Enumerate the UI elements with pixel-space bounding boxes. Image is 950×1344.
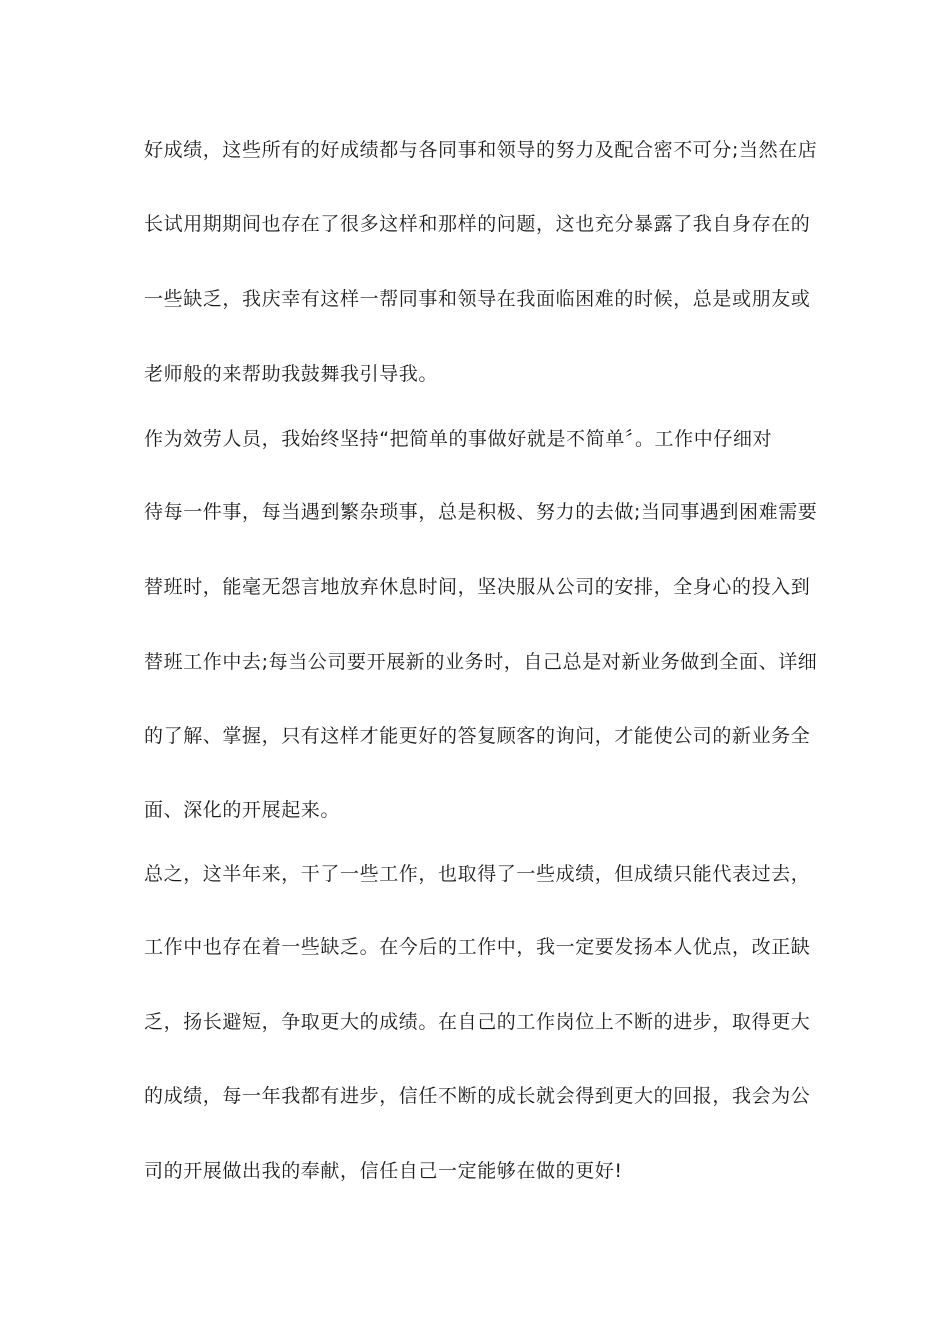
text-line: 待每一件事，每当遇到繁杂琐事，总是积极、努力的去做;当同事遇到困难需要 — [144, 501, 818, 523]
text-line: 老师般的来帮助我鼓舞我引导我。 — [144, 363, 439, 385]
text-line: 的了解、掌握，只有这样才能更好的答复顾客的询问，才能使公司的新业务全 — [144, 725, 811, 747]
text-line: 工作中也存在着一些缺乏。在今后的工作中，我一定要发扬本人优点，改正缺 — [144, 936, 811, 958]
text-line: 总之，这半年来，干了一些工作，也取得了一些成绩，但成绩只能代表过去， — [144, 863, 811, 885]
text-line: 司的开展做出我的奉献，信任自己一定能够在做的更好! — [144, 1160, 623, 1182]
text-line: 替班时，能毫无怨言地放弃休息时间，坚决服从公司的安排，全身心的投入到 — [144, 576, 811, 598]
text-line: 乏，扬长避短，争取更大的成绩。在自己的工作岗位上不断的进步，取得更大 — [144, 1011, 811, 1033]
text-line: 作为效劳人员，我始终坚持“把简单的事做好就是不简单〞。工作中仔细对 — [144, 428, 773, 450]
text-line: 替班工作中去;每当公司要开展新的业务时，自己总是对新业务做到全面、详细 — [144, 651, 818, 673]
text-line: 好成绩，这些所有的好成绩都与各同事和领导的努力及配合密不可分;当然在店 — [144, 139, 818, 161]
text-line: 的成绩，每一年我都有进步，信任不断的成长就会得到更大的回报，我会为公 — [144, 1085, 811, 1107]
text-line: 面、深化的开展起来。 — [144, 799, 341, 821]
text-line: 长试用期期间也存在了很多这样和那样的问题，这也充分暴露了我自身存在的 — [144, 213, 811, 235]
text-line: 一些缺乏，我庆幸有这样一帮同事和领导在我面临困难的时候，总是或朋友或 — [144, 288, 811, 310]
